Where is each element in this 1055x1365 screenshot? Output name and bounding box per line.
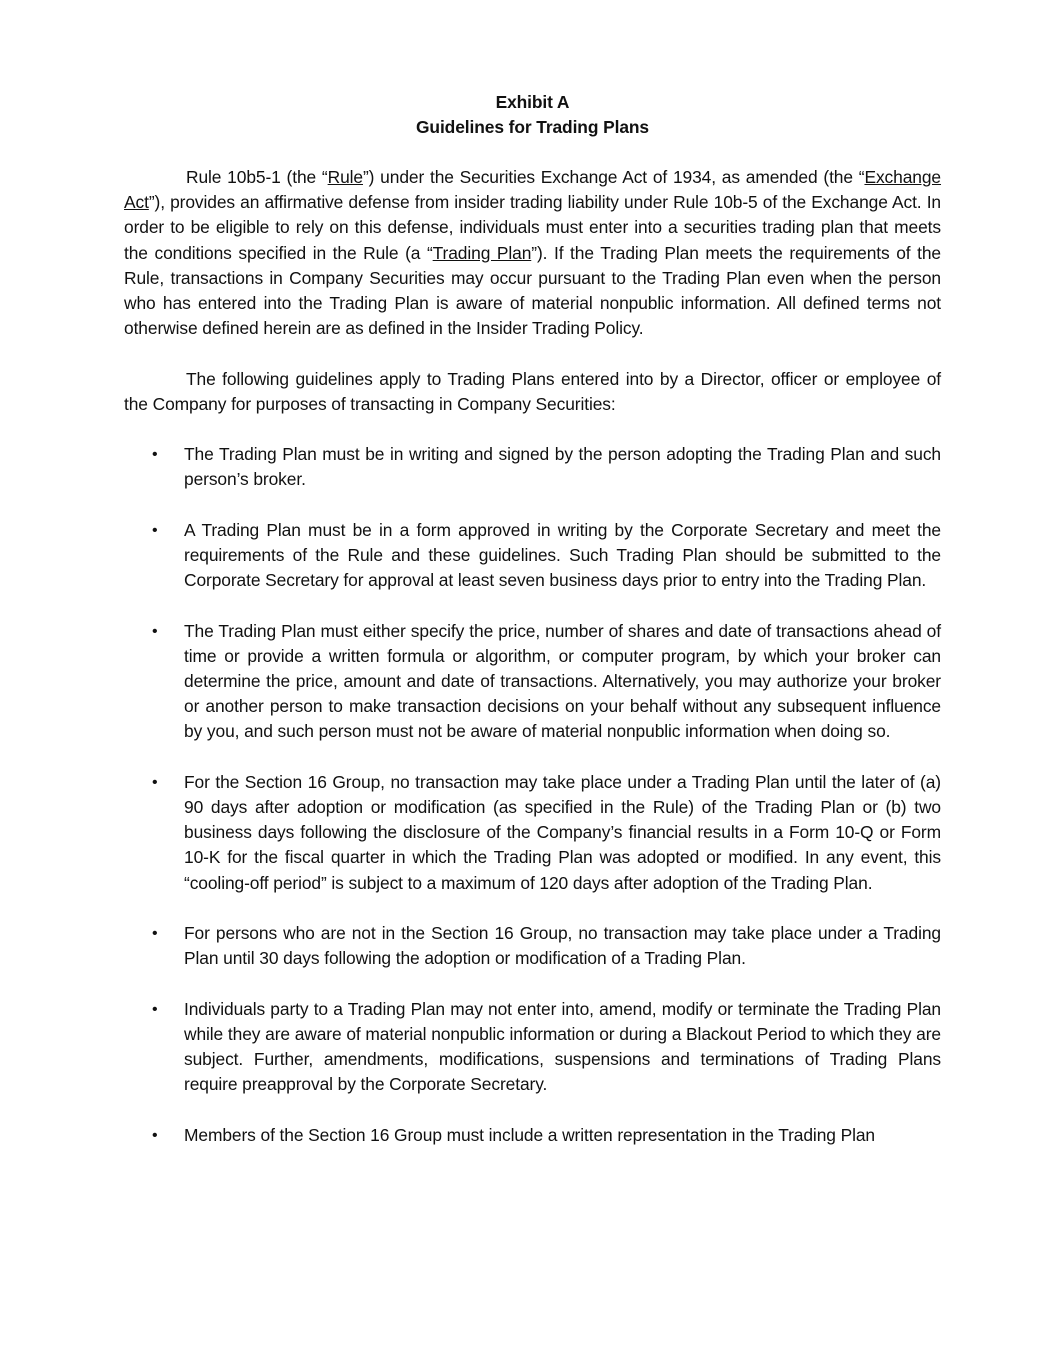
bullet-icon: •	[152, 521, 158, 539]
guidelines-heading: Guidelines for Trading Plans	[416, 117, 649, 137]
list-item-text: For persons who are not in the Section 16 Group, no transaction may take place under a Trading Plan until 30 days following the adoption or modification of a Trading Plan.	[184, 923, 941, 969]
list-item	[124, 1123, 941, 1148]
bullet-icon: •	[152, 622, 158, 640]
intro-text-1: Rule 10b5-1 (the “	[186, 167, 328, 187]
intro-text-3: ”), provides an affirmative defense from insider trading liability under Rule 10b-5 of the Exchange Act. In order to be eligible to rely on this defense, individuals must enter into a securities trading plan that meets the conditions specified in the Rule (a “	[124, 192, 941, 263]
list-item	[124, 518, 941, 594]
bullet-icon: •	[152, 1000, 158, 1018]
intro-paragraph	[124, 165, 941, 341]
bullet-icon: •	[152, 773, 158, 791]
guidelines-list	[124, 442, 941, 1148]
list-item-text: The Trading Plan must either specify the price, number of shares and date of transactions ahead of time or provide a written formula or algorithm, or computer program, by which your broker can determine the price, amount and date of transactions. Alternatively, you may authorize your broker or another person to make transaction decisions on your behalf without any subsequent influence by you, and such person must not be aware of material nonpublic information when doing so.	[184, 620, 941, 742]
list-item-text: Individuals party to a Trading Plan may not enter into, amend, modify or terminate the Trading Plan while they are aware of material nonpublic information or during a Blackout Period to which they are subject. Further, amendments, modifications, suspensions and terminations of Trading Plans require preapproval by the Corporate Secretary.	[184, 998, 941, 1095]
intro-text-4: ”). If the Trading Plan meets the requirements of the Rule, transactions in Company Securities may occur pursuant to the Trading Plan even when the person who has entered into the Trading Plan is aware of material nonpublic information. All defined terms not otherwise defined herein are as defined in the Insider Trading Policy.	[124, 242, 942, 339]
intro-text-2: ”) under the Securities Exchange Act of 1934, as amended (the “	[362, 167, 865, 187]
list-item-text: For the Section 16 Group, no transaction may take place under a Trading Plan until the later of (a) 90 days after adoption or modification (as specified in the Rule) of the Trading Plan or (b) two business days following the disclosure of the Company’s financial results in a Form 10-Q or Form 10-K for the fiscal quarter in which the Trading Plan was adopted or modified. In any event, this “cooling-off period” is subject to a maximum of 120 days after adoption of the Trading Plan.	[184, 771, 941, 893]
defined-term-rule: Rule	[327, 167, 363, 187]
list-item-text: A Trading Plan must be in a form approved in writing by the Corporate Secretary and meet the requirements of the Rule and these guidelines. Such Trading Plan should be submitted to the Corporate Secretary for approval at least seven business days prior to entry into the Trading Plan.	[184, 519, 941, 591]
bullet-icon: •	[152, 1126, 158, 1144]
list-item	[124, 770, 941, 896]
exhibit-title: Exhibit A	[495, 92, 570, 112]
defined-term-exchange-act: Exchange Act	[124, 167, 942, 213]
document-page	[124, 90, 941, 1173]
bullet-icon: •	[152, 925, 158, 942]
applicability-paragraph: The following guidelines apply to Trading Plans entered into by a Director, officer or employee of the Company for purposes of transacting in Company Securities:	[124, 368, 941, 414]
bullet-icon: •	[152, 446, 158, 464]
list-item	[124, 997, 941, 1098]
list-item-text: Members of the Section 16 Group must include a written representation in the Trading Plan	[184, 1124, 875, 1145]
defined-term-trading-plan: Trading Plan	[432, 242, 532, 263]
title-spacer	[124, 140, 941, 165]
list-item	[124, 619, 941, 745]
list-item-text: The Trading Plan must be in writing and signed by the person adopting the Trading Plan and such person’s broker.	[184, 444, 941, 490]
list-item	[124, 921, 941, 971]
list-item	[124, 442, 941, 492]
